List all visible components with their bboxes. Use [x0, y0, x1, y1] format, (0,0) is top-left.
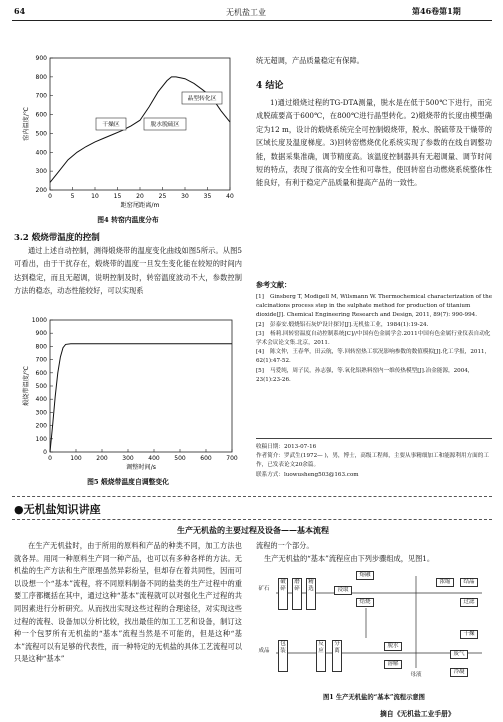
- flow-step: 磨碎: [292, 578, 302, 610]
- reference-text: 彭泰安.煅烧铝石灰炉设计探讨[J].无机盐工业，1984(1):19-24.: [270, 321, 429, 328]
- figure-1-caption: 图1 生产无机盐的“基本”流程示意图: [323, 694, 425, 701]
- page-number: 64: [14, 6, 26, 16]
- reference-item: [256, 348, 492, 366]
- x-tick-label: 600: [200, 455, 212, 462]
- y-tick-label: 900: [35, 330, 47, 338]
- lecture-subtitle: 生产无机盐的主要过程及设备——基本流程: [177, 525, 329, 535]
- plot-frame: [50, 320, 232, 452]
- y-tick-label: 400: [35, 396, 47, 404]
- references-list: [256, 293, 492, 385]
- flow-step: 溶解: [384, 660, 402, 669]
- banner-top-rule: [12, 496, 492, 497]
- flow-step: 结晶: [460, 578, 478, 587]
- bullet-icon: ●: [14, 503, 24, 516]
- reference-item: [256, 293, 492, 321]
- x-tick-label: 500: [174, 455, 186, 462]
- reference-text: 陈文仲，王春华，田云航，等.回转窑热工状况影响参数的数值模拟[J].化工学报，2011，62(1):47-52.: [256, 349, 491, 365]
- received-date: 收稿日期：2013-07-16: [256, 444, 317, 450]
- y-tick-label: 400: [35, 149, 47, 157]
- lecture-intro-line: 生产无机盐的“基本”流程应由下列步骤组成，见图1。: [264, 554, 435, 563]
- flow-step: 精选: [306, 578, 316, 610]
- reference-text: 马爱纯，周子民，孙志强，等.氧化铝熟料窑内一维传热模型[J].冶金能源，2004，23(1):23-26.: [256, 367, 474, 383]
- article-footnote: [256, 438, 492, 480]
- reference-tag: [1]: [256, 294, 264, 300]
- reference-item: [256, 321, 492, 330]
- x-tick-label: 400: [148, 455, 160, 462]
- y-tick-label: 1000: [31, 317, 47, 324]
- series-line: [50, 344, 232, 452]
- figure-4-chart: [10, 52, 240, 212]
- flow-step: 包装: [278, 640, 288, 672]
- y-tick-label: 200: [35, 187, 47, 194]
- header-rule: [12, 20, 492, 21]
- conclusion-paragraph: 1)通过煅烧过程的TG-DTA测量，脱水是在低于500℃下进行，而完成脱硫要高于600℃，在800℃进行晶型转化。2)煅烧带的长度由模型确定为12 m，设计的煅烧系统完全可控制煅烧带，脱水、脱硫带及干燥带的区域长度及温度梯度。3)回转窑燃烧优化系统实现了参数的在线自调整功能，数据采集准确，调节精度高。该温度控制器具有无超调量、调节时间短的特点，表现了很高的安全性和可靠性，使回转窑自动燃烧系统整体性能良好，有利于稳定产品质量和提高产品的一致性。: [256, 98, 492, 188]
- flow-step: 浓缩: [436, 578, 454, 587]
- x-tick-label: 700: [226, 455, 238, 462]
- y-tick-label: 700: [35, 92, 47, 100]
- y-tick-label: 700: [35, 356, 47, 364]
- source-note: 摘自《无机盐工业手册》: [380, 710, 455, 718]
- reference-tag: [4]: [256, 349, 264, 356]
- flow-step: 废气: [450, 650, 468, 659]
- x-tick-label: 15: [113, 193, 122, 200]
- flow-step: 分离: [332, 640, 342, 672]
- flow-step: 焙烧: [356, 598, 374, 607]
- figure-4-caption: 图4 转窑内温度分布: [97, 216, 159, 224]
- y-tick-label: 800: [35, 343, 47, 351]
- flow-step: 反应: [316, 640, 326, 672]
- flow-step: 浸取: [334, 586, 352, 595]
- section-paragraph: 通过上述自动控制，测得煅烧带的温度变化曲线如图5所示。从图5可看出，由于干扰存在，煅烧带的温度一旦发生变化能在较短的时间内达到稳定，而且无超调，说明控制及时，转窑温度波动不大，参数控制方法的稳态，动态性能较好，可以实现系: [14, 246, 242, 296]
- y-tick-label: 100: [35, 435, 47, 443]
- contact-info: 联系方式：luowusheng503@163.com: [256, 471, 359, 478]
- lead-line: 统无超调，产品质量稳定有保障。: [256, 56, 364, 65]
- y-tick-label: 300: [35, 168, 47, 176]
- reference-tag: [5]: [256, 367, 264, 374]
- x-axis-label: 距窑尾距离/m: [120, 202, 160, 209]
- flow-diagram: [256, 568, 492, 688]
- flow-step: 脱水: [384, 642, 402, 651]
- plot-frame: [50, 58, 230, 190]
- y-tick-label: 600: [35, 111, 47, 119]
- x-tick-label: 30: [181, 193, 189, 200]
- y-tick-label: 500: [35, 383, 47, 390]
- flow-step: 过滤: [460, 598, 478, 607]
- y-tick-label: 300: [35, 409, 47, 417]
- reference-tag: [2]: [256, 321, 264, 328]
- flow-step: 干燥: [460, 630, 478, 639]
- x-tick-label: 40: [226, 193, 234, 200]
- references-title: 参考文献：: [256, 280, 291, 289]
- flow-step: 成品: [256, 648, 272, 655]
- flow-step: 母液: [408, 672, 424, 679]
- reference-text: Ginsberg T, Modigell M, Wilsmann W. Thermochemical characterization of the calcinations process step in the sulphate method for production of titanium dioxide[J]. Chemical Engineering Research and Design, 2011, 89(7): 990-994.: [256, 294, 493, 319]
- x-tick-label: 0: [48, 455, 52, 462]
- y-tick-label: 200: [35, 422, 47, 430]
- y-tick-label: 800: [35, 73, 47, 81]
- reference-tag: [3]: [256, 330, 264, 337]
- flow-step: 冷凝: [450, 668, 468, 677]
- y-tick-label: 900: [35, 55, 47, 62]
- banner-bottom-rule: [12, 519, 492, 520]
- reference-item: [256, 330, 492, 348]
- x-tick-label: 5: [70, 193, 75, 200]
- x-tick-label: 10: [91, 193, 99, 200]
- y-tick-label: 600: [35, 369, 47, 377]
- x-tick-label: 20: [136, 193, 144, 200]
- y-tick-label: 0: [43, 449, 47, 456]
- lecture-paragraph: 在生产无机盐时，由于所用的原料和产品的种类不同，加工方法也就各异。用同一种原料生产同一种产品，也可以有多种各样的方法。无机盐的生产方法和生产原理虽然异彩纷呈，但却存在着共同性，因而可以设想一个“基本”流程，将不同原料制备不同的盐类的生产过程中的重要工序都概括在其中，通过这种“基本”流程就可以对强化生产过程的共同因素进行分析研究。从而找出实现这些过程的合理途径，对实现这些过程的流程、设备加以分析比较，找出最佳的加工工艺和设备，制订这种一个包罗所有无机盐的“基本”流程当然是不可能的，但是这种“基本”流程可以有足够的代表性，而一种特定的无机盐的具体工艺流程可以只是这种“基本”: [14, 541, 242, 664]
- section-title: 3.2 煅烧带温度的控制: [14, 233, 100, 243]
- x-tick-label: 35: [203, 193, 212, 200]
- banner-title: [14, 501, 101, 517]
- x-tick-label: 100: [70, 455, 82, 462]
- x-tick-label: 0: [48, 193, 52, 200]
- conclusion-title: 4 结论: [256, 81, 284, 91]
- figure-5-caption: 图5 煅烧带温度自调整变化: [87, 478, 169, 486]
- reference-item: [256, 367, 492, 385]
- x-tick-label: 25: [158, 193, 167, 200]
- y-axis-label: 窑内温度/℃: [23, 107, 30, 141]
- reference-text: 杨莉.回转窑温度自动控制系统[C]//中国有色金属学会.2011中国有色金属行业仪表自动化学术会议论文集.北京，2011.: [256, 330, 491, 347]
- figure-5-chart: [10, 314, 242, 476]
- flow-step: 矿石: [256, 586, 272, 593]
- y-axis-label: 煅烧带温度/℃: [23, 366, 30, 406]
- flow-step: 熔融: [356, 571, 374, 580]
- journal-title: 无机盐工业: [226, 8, 266, 17]
- banner-title-text: 无机盐知识讲座: [23, 503, 101, 516]
- lecture-continuation: 流程的一个部分。: [256, 541, 314, 550]
- zone-label: 干燥区: [102, 122, 120, 128]
- zone-label: 晶型转化区: [187, 96, 217, 102]
- x-tick-label: 300: [122, 455, 134, 462]
- issue-label: 第46卷第1期: [412, 6, 461, 16]
- y-tick-label: 500: [35, 130, 47, 138]
- flow-step: 破碎: [278, 578, 288, 610]
- author-bio: 作者简介：罗武生(1972— )，男，博士，高级工程师，主要从事精细加工和能源利用方面的工作，已发表论文20余篇。: [256, 453, 489, 469]
- zone-label: 脱水脱硫区: [150, 122, 180, 128]
- x-axis-label: 调整时间/s: [125, 464, 157, 471]
- x-tick-label: 200: [96, 455, 108, 462]
